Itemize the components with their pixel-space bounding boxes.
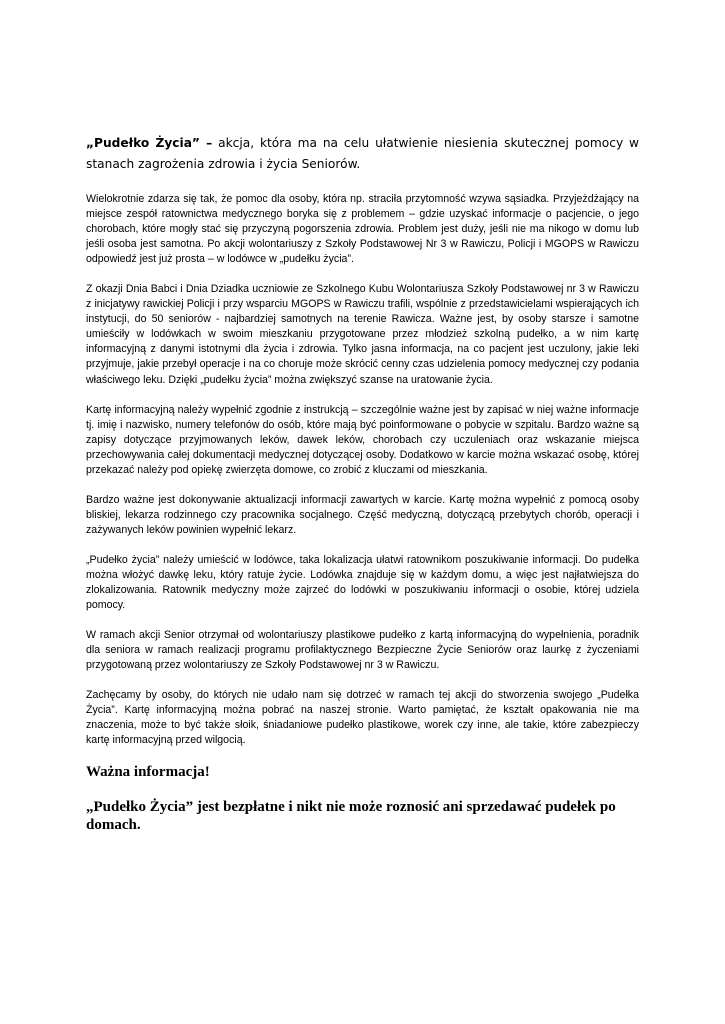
paragraph-1: Wielokrotnie zdarza się tak, że pomoc dla osoby, która np. straciła przytomność wzywa sąsiadka. Przyjeżdżający na miejsce zespół ratownictwa medycznego boryka się z problemem – gdzie uzyskać informacje o pacjencie, o jego chorobach, które mogły stać się przyczyną pogorszenia zdrowia. Problem jest duży, jeśli nie ma nikogo w domu lub jeśli osoba jest samotna. Po akcji wolontariuszy z Szkoły Podstawowej Nr 3 w Rawiczu, Policji i MGOPS w Rawiczu odpowiedź jest już prosta – w lodówce w „pudełku życia”. xyxy=(86,193,639,266)
document-body xyxy=(86,133,639,834)
intro-title: „Pudełko Życia” – xyxy=(86,136,213,150)
important-heading: Ważna informacja! xyxy=(86,764,210,781)
paragraph-5: „Pudełko życia” należy umieścić w lodówce, taka lokalizacja ułatwi ratownikom poszukiwanie informacji. Do pudełka można włożyć dawkę leku, który ratuje życie. Lodówka znajduje się w każdym domu, a więc jest najłatwiejsza do zlokalizowania. Ratownik medyczny może zajrzeć do lodówki w poszukiwaniu informacji o osobie, której udziela pomocy. xyxy=(86,553,639,612)
paragraph-2: Z okazji Dnia Babci i Dnia Dziadka uczniowie ze Szkolnego Kubu Wolontariusza Szkoły Podstawowej nr 3 w Rawiczu z inicjatywy rawickiej Policji i przy wsparciu MGOPS w Rawiczu trafili, wspólnie z przedstawicielami wspierających ich instytucji, do 50 seniorów - najbardziej samotnych na terenie Rawicza. Ważne jest, by osoby starsze i samotne umieściły w lodówkach w swoim mieszkaniu przygotowane przez młodzież szkolną pudełko, a w nim kartę informacyjną z danymi istotnymi dla życia i zdrowia. Tylko jasna informacja, na co pacjent jest uczulony, jakie leki przyjmuje, jakie przebył operacje i na co choruje może skrócić cenny czas udzielenia pomocy medycznej czy podania właściwego leku. Dzięki „pudełku życia” można zwiększyć szanse na uratowanie życia. xyxy=(86,283,639,386)
paragraph-3: Kartę informacyjną należy wypełnić zgodnie z instrukcją – szczególnie ważne jest by zapisać w niej ważne informacje tj. imię i nazwisko, numery telefonów do osób, które mają być poinformowane o pobycie w szpitalu. Bardzo ważne są zapisy dotyczące przyjmowanych leków, dawek leków, chorobach czy uczuleniach oraz wskazanie miejsca przechowywania całej dokumentacji medycznej dotyczącej osoby. Dodatkowo w karcie można wskazać osobę, której przekazać należy pod opiekę zwierzęta domowe, co zrobić z kluczami od mieszkania. xyxy=(86,403,639,476)
intro-paragraph xyxy=(86,133,639,175)
final-note: „Pudełko Życia” jest bezpłatne i nikt nie może roznosić ani sprzedawać pudełek po domach. xyxy=(86,799,616,834)
paragraph-4: Bardzo ważne jest dokonywanie aktualizacji informacji zawartych w karcie. Kartę można wypełnić z pomocą osoby bliskiej, lekarza rodzinnego czy pracownika socjalnego. Część medyczną, dotyczącą przebytych chorób, operacji i zażywanych leków powinien wypełnić lekarz. xyxy=(86,493,639,536)
paragraph-7: Zachęcamy by osoby, do których nie udało nam się dotrzeć w ramach tej akcji do stworzenia swojego „Pudełka Życia”. Kartę informacyjną można pobrać na naszej stronie. Warto pamiętać, że kształt opakowania nie ma znaczenia, może to być także słoik, śniadaniowe pudełko plastikowe, worek czy inne, ale takie, które zabezpieczy kartę informacyjną przed wilgocią. xyxy=(86,689,639,747)
paragraph-6: W ramach akcji Senior otrzymał od wolontariuszy plastikowe pudełko z kartą informacyjną do wypełnienia, poradnik dla seniora w ramach realizacji programu profilaktycznego Bezpieczne Życie Seniorów oraz laurkę z życzeniami przygotowaną przez wolontariuszy ze Szkoły Podstawowej nr 3 w Rawiczu. xyxy=(86,629,639,672)
intro-text: akcja, która ma na celu ułatwienie niesienia skutecznej pomocy w stanach zagrożenia zdrowia i życia Seniorów. xyxy=(86,136,639,171)
